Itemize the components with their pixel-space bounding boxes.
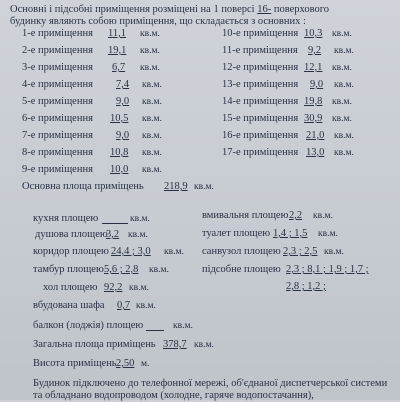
room-1-value: 11,1 [108,28,126,39]
room-7-value: 9,0 [116,130,130,141]
room-14-unit: кв.м. [332,97,352,107]
room-11-value: 9,2 [308,45,322,56]
height-value: 2,50 [116,358,135,369]
wardrobe-label: вбудована шафа [33,300,105,311]
main-area-value: 218,9 [164,181,188,192]
room-1-unit: кв.м. [140,29,160,39]
room-7-label: 7-е приміщення [22,130,93,141]
room-10-unit: кв.м. [332,29,352,39]
room-3-unit: кв.м. [140,63,160,73]
total-area-value: 378,7 [163,339,187,350]
corridor-label: коридор площею [33,246,109,257]
room-13-unit: кв.м. [334,80,354,90]
bathroom-value: 2,3 ; 2,5 [283,246,318,257]
kitchen-label: кухня площею [33,213,99,224]
room-12-unit: кв.м. [332,63,352,73]
balcony-label: балкон (лоджія) площею [33,320,144,331]
intro-line-1: Основні і підсобні приміщення розміщені на 1 поверсі 16- поверхового [10,4,330,15]
room-9-unit: кв.м. [142,165,162,175]
vestibule-unit: кв.м. [149,265,169,275]
room-7-unit: кв.м. [142,131,162,141]
room-3-value: 6,7 [112,62,126,73]
wardrobe-unit: кв.м. [136,301,156,311]
footer-line-1: Будинок підключено до телефонної мережі, об'єднаної диспетчерської системи [33,378,388,389]
room-2-unit: кв.м. [140,46,160,56]
wardrobe-value: 0,7 [117,300,131,311]
room-9-value: 10,0 [110,164,129,175]
room-5-label: 5-е приміщення [22,96,93,107]
room-1-label: 1-е приміщення [22,28,93,39]
room-9-label: 9-е приміщення [22,164,93,175]
room-2-value: 19,1 [108,45,127,56]
room-15-value: 30,9 [304,113,323,124]
utility-value-continued: 2,8 ; 1,2 ; [286,281,326,292]
room-13-value: 9,0 [310,79,324,90]
room-3-label: 3-е приміщення [22,62,93,73]
footer-line-2: та обладнано водопроводом (холодне, гаряче водопостачання), [33,390,314,401]
kitchen-unit: кв.м. [130,214,150,224]
room-17-value: 13,0 [306,147,325,158]
shower-value: 3,2 [106,229,120,240]
washroom-label: вмивальня площею [202,210,289,221]
corridor-value: 24,4 ; 3,0 [111,246,151,257]
main-area-unit: кв.м. [194,182,214,192]
room-15-label: 15-е приміщення [222,113,299,124]
utility-label: підсобне площею [202,264,281,275]
room-13-label: 13-е приміщення [222,79,299,90]
hall-unit: кв.м. [129,283,149,293]
washroom-value: 2,2 [289,210,303,221]
vestibule-value: 5,6 ; 2,8 [104,264,139,275]
room-10-label: 10-е приміщення [222,28,299,39]
washroom-unit: кв.м. [313,211,333,221]
room-17-label: 17-е приміщення [222,147,299,158]
room-2-label: 2-е приміщення [22,45,93,56]
total-area-label: Загальна площа приміщень [33,339,156,350]
room-10-value: 10,3 [304,28,323,39]
balcony-unit: кв.м. [173,321,193,331]
toilet-unit: кв.м. [318,229,338,239]
room-5-unit: кв.м. [142,97,162,107]
kitchen-value-blank [102,223,128,224]
utility-value: 2,3 ; 8,1 ; 1,9 ; 1,7 ; [286,264,369,275]
room-4-label: 4-е приміщення [22,79,93,90]
room-6-value: 10,5 [110,113,129,124]
room-4-unit: кв.м. [142,80,162,90]
room-16-value: 21,0 [306,130,325,141]
room-16-label: 16-е приміщення [222,130,299,141]
hall-label: хол площею [43,282,98,293]
room-6-unit: кв.м. [142,114,162,124]
height-label: Висота приміщень [33,358,117,369]
shower-label: душова площею [35,229,108,240]
toilet-label: туалет площею [202,228,271,239]
bathroom-label: санвузол площею [202,246,281,257]
hall-value: 92,2 [104,282,123,293]
room-4-value: 7,4 [116,79,130,90]
shower-unit: кв.м. [128,230,148,240]
toilet-value: 1,4 ; 1,5 [273,228,308,239]
vestibule-label: тамбур площею [33,264,104,275]
intro-line-2: будинку являють собою приміщення, що складається з основних : [10,16,306,27]
total-area-unit: кв.м. [194,340,214,350]
balcony-value-blank [146,330,164,331]
room-8-unit: кв.м. [142,148,162,158]
room-11-unit: кв.м. [334,46,354,56]
corridor-unit: кв.м. [164,247,184,257]
room-11-label: 11-е приміщення [222,45,298,56]
room-14-value: 19,8 [304,96,323,107]
room-12-label: 12-е приміщення [222,62,299,73]
room-5-value: 9,0 [116,96,130,107]
height-unit: м. [141,359,150,369]
room-12-value: 12,1 [304,62,323,73]
room-8-value: 10,8 [110,147,129,158]
room-6-label: 6-е приміщення [22,113,93,124]
room-17-unit: кв.м. [334,148,354,158]
room-16-unit: кв.м. [334,131,354,141]
room-8-label: 8-е приміщення [22,147,93,158]
room-14-label: 14-е приміщення [222,96,299,107]
room-15-unit: кв.м. [332,114,352,124]
main-area-label: Основна площа приміщень [22,181,144,192]
bathroom-unit: кв.м. [324,247,344,257]
